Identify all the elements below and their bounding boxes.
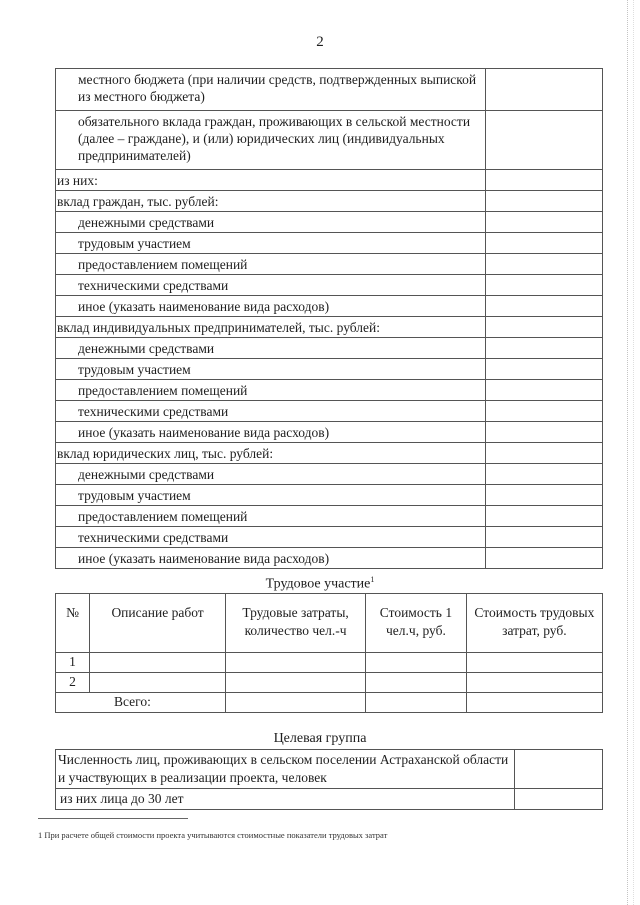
row-value — [486, 443, 603, 464]
cell — [466, 653, 602, 673]
cell — [90, 673, 226, 693]
row-value — [486, 233, 603, 254]
table-row — [56, 212, 603, 233]
row-number: 2 — [56, 673, 90, 693]
row-value — [486, 548, 603, 569]
row-value — [486, 464, 603, 485]
table-row — [56, 170, 603, 191]
labor-title: Трудовое участие — [265, 576, 371, 592]
row-number: 1 — [56, 653, 90, 673]
row-value — [514, 750, 602, 789]
table-row — [56, 548, 603, 569]
row-value — [486, 254, 603, 275]
table-row — [56, 380, 603, 401]
footnote-mark: 1 — [370, 575, 375, 584]
row-value — [486, 506, 603, 527]
row-label: техническими средствами — [56, 527, 486, 548]
header-number: № — [56, 594, 90, 653]
row-value — [486, 69, 603, 111]
row-value — [486, 359, 603, 380]
cell — [226, 693, 366, 713]
table-row — [56, 338, 603, 359]
row-value — [486, 191, 603, 212]
header-work-description: Описание работ — [90, 594, 226, 653]
labor-table — [55, 593, 603, 713]
target-group-table — [55, 749, 603, 810]
row-label: денежными средствами — [56, 212, 486, 233]
row-label: вклад граждан, тыс. рублей: — [56, 191, 486, 212]
row-label: трудовым участием — [56, 359, 486, 380]
cell — [90, 653, 226, 673]
cell — [366, 653, 467, 673]
row-label: из них лица до 30 лет — [56, 789, 515, 810]
row-label: трудовым участием — [56, 485, 486, 506]
row-label: предоставлением помещений — [56, 506, 486, 527]
table-row — [56, 527, 603, 548]
row-label: вклад индивидуальных предпринимателей, тыс. рублей: — [56, 317, 486, 338]
row-label: трудовым участием — [56, 233, 486, 254]
table-row — [56, 275, 603, 296]
header-hour-price: Стоимость 1 чел.ч, руб. — [366, 594, 467, 653]
cell — [366, 693, 467, 713]
footnote-text: 1 При расчете общей стоимости проекта учитываются стоимостные показатели трудовых затрат — [38, 830, 388, 840]
row-value — [486, 170, 603, 191]
table-row — [56, 750, 603, 789]
row-label: из них: — [56, 170, 486, 191]
table-row — [56, 111, 603, 170]
row-label: иное (указать наименование вида расходов) — [56, 422, 486, 443]
row-value — [486, 401, 603, 422]
row-label: денежными средствами — [56, 338, 486, 359]
page-number: 2 — [316, 34, 324, 50]
table-row — [56, 233, 603, 254]
table-row — [56, 464, 603, 485]
row-value — [486, 485, 603, 506]
table-row — [56, 296, 603, 317]
header-labor-cost: Трудовые затраты, количество чел.-ч — [226, 594, 366, 653]
row-label: денежными средствами — [56, 464, 486, 485]
row-value — [486, 422, 603, 443]
target-group-title: Целевая группа — [273, 731, 367, 746]
row-value — [486, 338, 603, 359]
table-row — [56, 422, 603, 443]
table-row — [56, 359, 603, 380]
row-value — [486, 527, 603, 548]
total-label: Всего: — [56, 693, 226, 713]
cell — [226, 673, 366, 693]
row-label: обязательного вклада граждан, проживающих в сельской местности (далее – граждане), и (или) юридических лиц (индивидуальных предпринимателей) — [56, 111, 486, 170]
table-row — [56, 401, 603, 422]
cell — [366, 673, 467, 693]
row-label: техническими средствами — [56, 401, 486, 422]
table-header-row — [56, 594, 603, 653]
funding-table — [55, 68, 603, 569]
row-value — [486, 111, 603, 170]
page-edge — [627, 0, 629, 905]
cell — [466, 673, 602, 693]
table-row — [56, 191, 603, 212]
table-row — [56, 485, 603, 506]
row-label: предоставлением помещений — [56, 254, 486, 275]
cell — [226, 653, 366, 673]
row-label: иное (указать наименование вида расходов) — [56, 548, 486, 569]
table-row — [56, 673, 603, 693]
row-label: Численность лиц, проживающих в сельском поселении Астраханской области и участвующих в реализации проекта, человек — [56, 750, 515, 789]
row-label: иное (указать наименование вида расходов) — [56, 296, 486, 317]
table-row — [56, 69, 603, 111]
labor-caption — [0, 575, 640, 593]
table-row — [56, 506, 603, 527]
row-label: вклад юридических лиц, тыс. рублей: — [56, 443, 486, 464]
table-row — [56, 653, 603, 673]
row-label: предоставлением помещений — [56, 380, 486, 401]
table-row — [56, 443, 603, 464]
table-row — [56, 317, 603, 338]
row-label: техническими средствами — [56, 275, 486, 296]
row-value — [486, 275, 603, 296]
row-value — [486, 380, 603, 401]
page-edge-secondary — [633, 0, 635, 905]
row-value — [486, 296, 603, 317]
table-row — [56, 789, 603, 810]
row-value — [486, 317, 603, 338]
header-total-cost: Стоимость трудовых затрат, руб. — [466, 594, 602, 653]
table-row-total — [56, 693, 603, 713]
row-value — [486, 212, 603, 233]
cell — [466, 693, 602, 713]
footnote-divider — [38, 818, 188, 819]
row-label: местного бюджета (при наличии средств, подтвержденных выпиской из местного бюджета) — [56, 69, 486, 111]
row-value — [514, 789, 602, 810]
table-row — [56, 254, 603, 275]
